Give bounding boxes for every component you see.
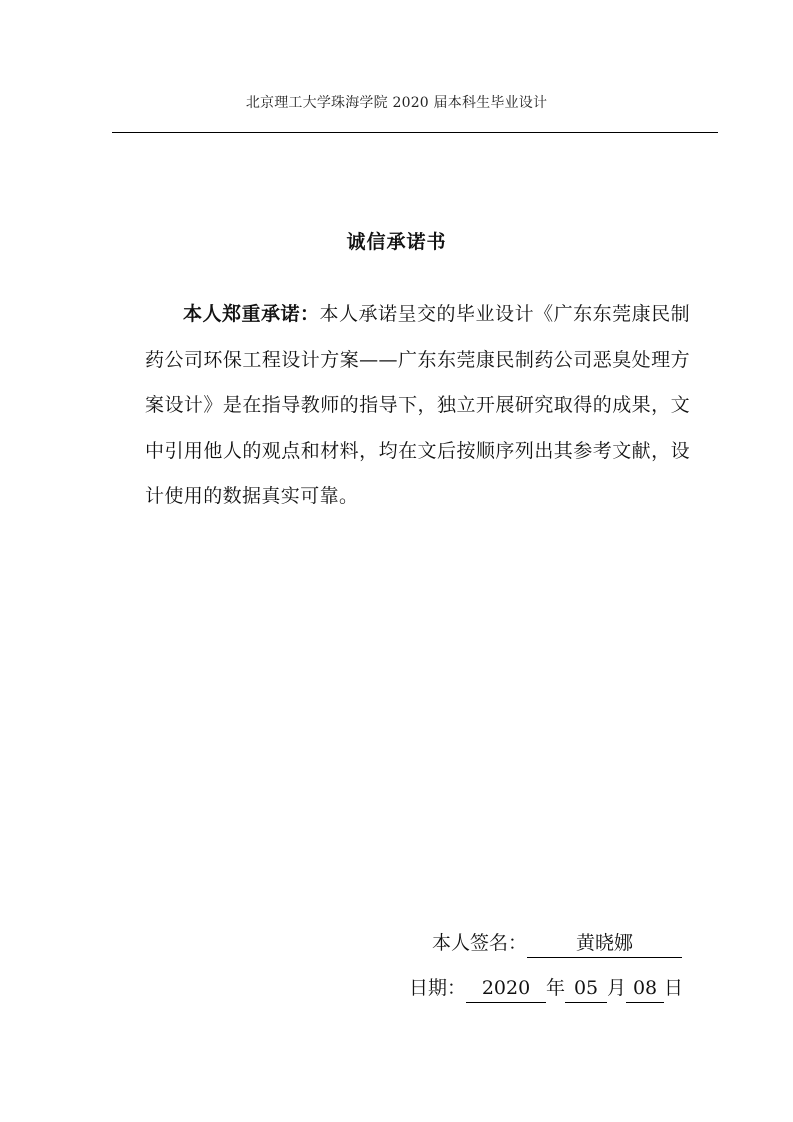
date-label: 日期： [409,977,467,999]
signature-name: 黄晓娜 [527,930,682,958]
pledge-lead: 本人郑重承诺： [183,303,320,325]
date-line [409,973,683,1003]
date-month: 05 [565,975,607,1003]
date-month-unit: 月 [607,977,627,999]
signature-line [432,928,682,958]
signature-label: 本人签名： [432,932,528,954]
date-day-unit: 日 [664,977,684,999]
pledge-paragraph [145,292,690,520]
header-divider [112,132,718,133]
date-day: 08 [626,975,664,1003]
page-title: 诚信承诺书 [346,231,447,253]
date-year: 2020 [466,975,546,1003]
date-year-unit: 年 [546,977,566,999]
pledge-text: 本人承诺呈交的毕业设计《广东东莞康民制药公司环保工程设计方案——广东东莞康民制药公司恶臭处理方案设计》是在指导教师的指导下，独立开展研究取得的成果，文中引用他人的观点和材料，均在文后按顺序列出其参考文献，设计使用的数据真实可靠。 [145,303,690,507]
page-header: 北京理工大学珠海学院 2020 届本科生毕业设计 [245,95,548,111]
